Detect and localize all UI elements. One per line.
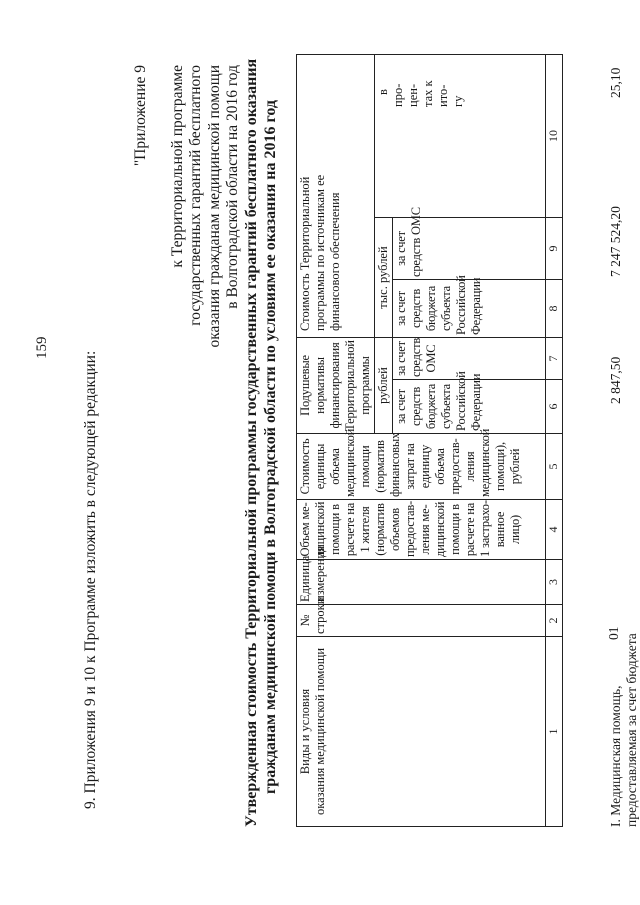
title-line: гражданам медицинской помощи в Волгоградской области по условиям ее оказания на 2016 год: [261, 100, 279, 794]
header-kinds-conditions: Виды и условия оказания медицинской помощи: [297, 637, 546, 827]
appendix-line: оказания гражданам медицинской помощи: [205, 65, 223, 348]
header-cost-unit: тыс. рублей: [375, 218, 393, 338]
document-title: [243, 58, 280, 827]
appendix-line: в Волгоградской области на 2016 год: [224, 65, 241, 309]
header-oms-cost: за счет средств ОМС: [393, 218, 546, 280]
header-unit: Единица измерения: [297, 560, 546, 605]
header-unit-cost: Стоимость единицы объема медицинской помощи (норматив финансовых затрат на единицу объема предостав- ления медицинской помощи), рублей: [297, 434, 546, 500]
page-number: 159: [34, 336, 50, 359]
appendix-line: к Территориальной программе: [168, 65, 186, 268]
header-row-number: № строки: [297, 605, 546, 637]
column-number: 3: [546, 560, 563, 605]
column-number: 2: [546, 605, 563, 637]
title-line: Утвержденная стоимость Территориальной программы государственных гарантий бесплатного оказания: [243, 58, 260, 827]
column-number: 7: [546, 338, 563, 380]
appendix-line: [151, 65, 169, 395]
column-number: 8: [546, 280, 563, 338]
table-row-label: I. Медицинская помощь, предоставляемая за счет бюджета: [608, 633, 639, 827]
table-cell-budget-cost: 7 247 524,20: [608, 206, 623, 277]
table-row-code: 01: [606, 626, 621, 640]
table-cell-percent: 25,10: [608, 67, 623, 98]
header-per-capita: Подушевые нормативы финансирования Территориальной программы: [297, 338, 375, 434]
intro-text: 9. Приложения 9 и 10 к Программе изложить в следующей редакции:: [82, 350, 99, 809]
column-number: 10: [546, 54, 563, 217]
cost-table: [296, 54, 563, 827]
header-per-capita-unit: рублей: [375, 338, 393, 434]
appendix-line: "Приложение 9: [132, 65, 149, 167]
appendix-heading: [132, 65, 243, 395]
column-number: 9: [546, 218, 563, 280]
header-budget-per-capita: за счет средств бюджета субъекта Российской Федерации: [393, 380, 546, 434]
header-program-cost: Стоимость Территориальной программы по источникам ее финансового обеспечения: [297, 54, 375, 337]
header-oms-per-capita: за счет средств ОМС: [393, 338, 546, 380]
column-number: 6: [546, 380, 563, 434]
header-budget-cost: за счет средств бюджета субъекта Российской Федерации: [393, 280, 546, 338]
header-percent: в про- цен- тах к ито- гу: [375, 54, 546, 217]
table-cell-budget-per-capita: 2 847,50: [608, 356, 623, 404]
header-volume: Объем ме- дицинской помощи в расчете на 1 жителя (норматив объемов предостав- ления ме- дицинской помощи в расчете на 1 застрахо- ванное лицо): [297, 500, 546, 560]
column-number: 1: [546, 637, 563, 827]
column-number: 4: [546, 500, 563, 560]
column-number: 5: [546, 434, 563, 500]
appendix-line: государственных гарантий бесплатного: [187, 65, 204, 326]
